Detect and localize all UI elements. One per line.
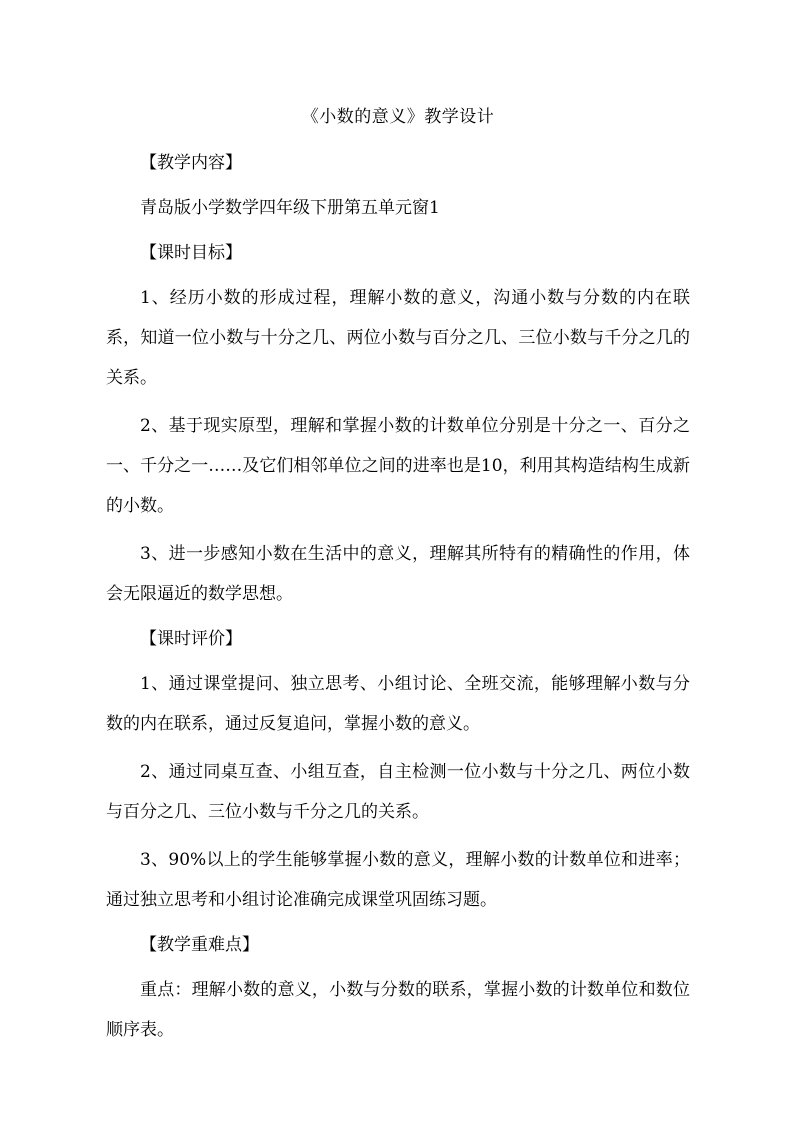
section-key-difficult-points [106, 928, 690, 1050]
document-page [106, 100, 690, 1058]
paragraph: 1、通过课堂提问、独立思考、小组讨论、全班交流，能够理解小数与分数的内在联系，通过反复追问，掌握小数的意义。 [106, 674, 690, 734]
paragraph: 重点：理解小数的意义，小数与分数的联系，掌握小数的计数单位和数位顺序表。 [106, 980, 690, 1040]
paragraph: 3、90%以上的学生能够掌握小数的意义，理解小数的计数单位和进率；通过独立思考和小组讨论准确完成课堂巩固练习题。 [106, 850, 690, 910]
paragraph: 青岛版小学数学四年级下册第五单元窗1 [140, 198, 440, 218]
section-heading: 【课时目标】 [140, 243, 242, 263]
paragraph: 1、经历小数的形成过程，理解小数的意义，沟通小数与分数的内在联系，知道一位小数与十分之几、两位小数与百分之几、三位小数与千分之几的关系。 [106, 288, 690, 388]
section-heading: 【教学内容】 [140, 153, 242, 173]
document-title: 《小数的意义》教学设计 [301, 107, 495, 127]
section-lesson-evaluation [106, 622, 690, 920]
paragraph: 3、进一步感知小数在生活中的意义，理解其所特有的精确性的作用，体会无限逼近的数学思想。 [106, 544, 690, 604]
section-heading: 【课时评价】 [140, 629, 242, 649]
section-lesson-goals [106, 236, 690, 614]
paragraph: 2、基于现实原型，理解和掌握小数的计数单位分别是十分之一、百分之一、千分之一……及它们相邻单位之间的进率也是10，利用其构造结构生成新的小数。 [106, 416, 690, 516]
section-heading: 【教学重难点】 [140, 935, 259, 955]
paragraph: 2、通过同桌互查、小组互查，自主检测一位小数与十分之几、两位小数与百分之几、三位小数与千分之几的关系。 [106, 762, 690, 822]
section-teaching-content [106, 146, 690, 228]
